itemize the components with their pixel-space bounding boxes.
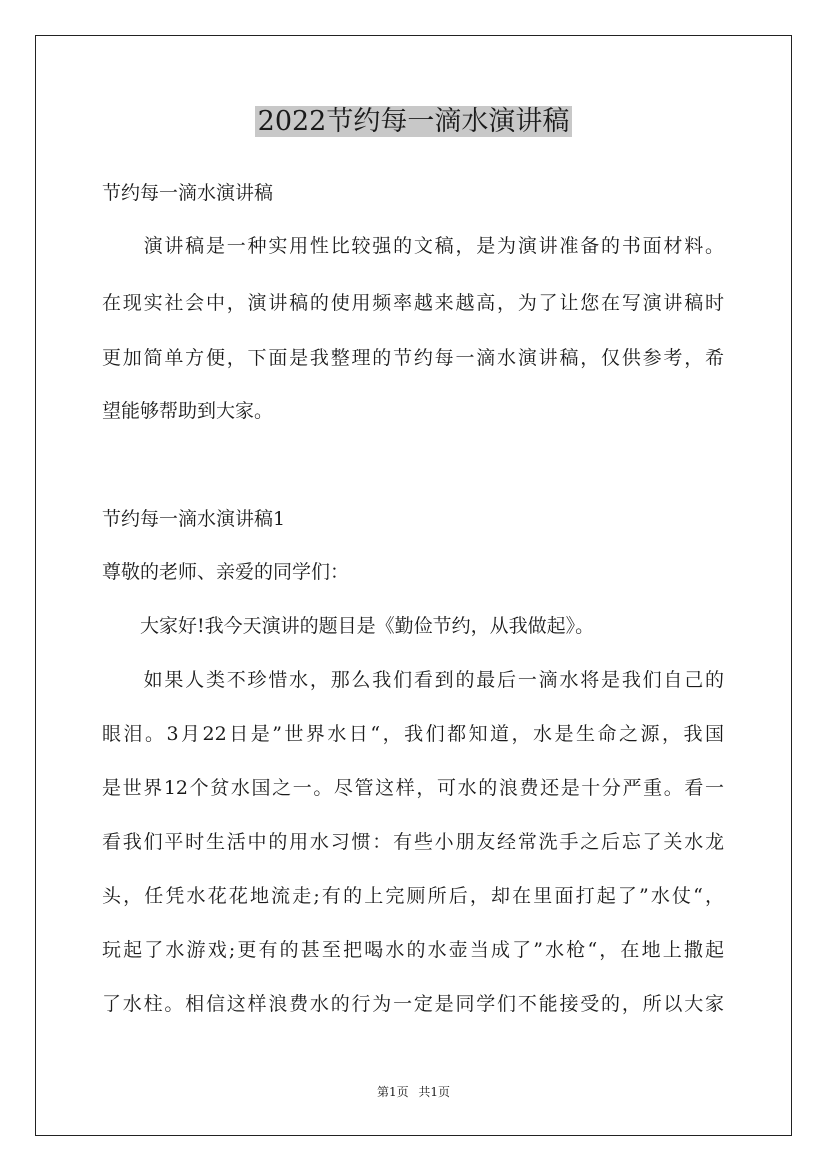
- salutation: 尊敬的老师、亲爱的同学们：: [102, 561, 350, 583]
- document-title: 2022节约每一滴水演讲稿: [0, 100, 827, 144]
- paragraph-line: 玩起了水游戏;更有的甚至把喝水的水壶当成了”水枪“，在地上撒起: [102, 939, 724, 961]
- paragraph-line: 是世界12个贫水国之一。尽管这样，可水的浪费还是十分严重。看一: [102, 777, 724, 799]
- paragraph-line: 望能够帮助到大家。: [102, 400, 274, 422]
- paragraph-line: 大家好!我今天演讲的题目是《勤俭节约，从我做起》。: [102, 615, 595, 637]
- intro-heading: 节约每一滴水演讲稿: [102, 182, 274, 204]
- paragraph-line: 演讲稿是一种实用性比较强的文稿，是为演讲准备的书面材料。: [102, 235, 724, 257]
- paragraph-line: 头，任凭水花花地流走;有的上完厕所后，却在里面打起了”水仗“，: [102, 885, 724, 907]
- page-number-footer: 第1页 共1页: [376, 1085, 451, 1099]
- paragraph-line: 眼泪。3月22日是”世界水日“，我们都知道，水是生命之源，我国: [102, 723, 724, 745]
- paragraph-line: 看我们平时生活中的用水习惯：有些小朋友经常洗手之后忘了关水龙: [102, 831, 724, 853]
- paragraph-line: 了水柱。相信这样浪费水的行为一定是同学们不能接受的，所以大家: [102, 993, 724, 1015]
- paragraph-line: 在现实社会中，演讲稿的使用频率越来越高，为了让您在写演讲稿时: [102, 292, 724, 314]
- paragraph-line: 如果人类不珍惜水，那么我们看到的最后一滴水将是我们自己的: [102, 669, 724, 691]
- paragraph-line: 更加简单方便，下面是我整理的节约每一滴水演讲稿，仅供参考，希: [102, 347, 724, 369]
- section-heading: 节约每一滴水演讲稿1: [102, 508, 286, 530]
